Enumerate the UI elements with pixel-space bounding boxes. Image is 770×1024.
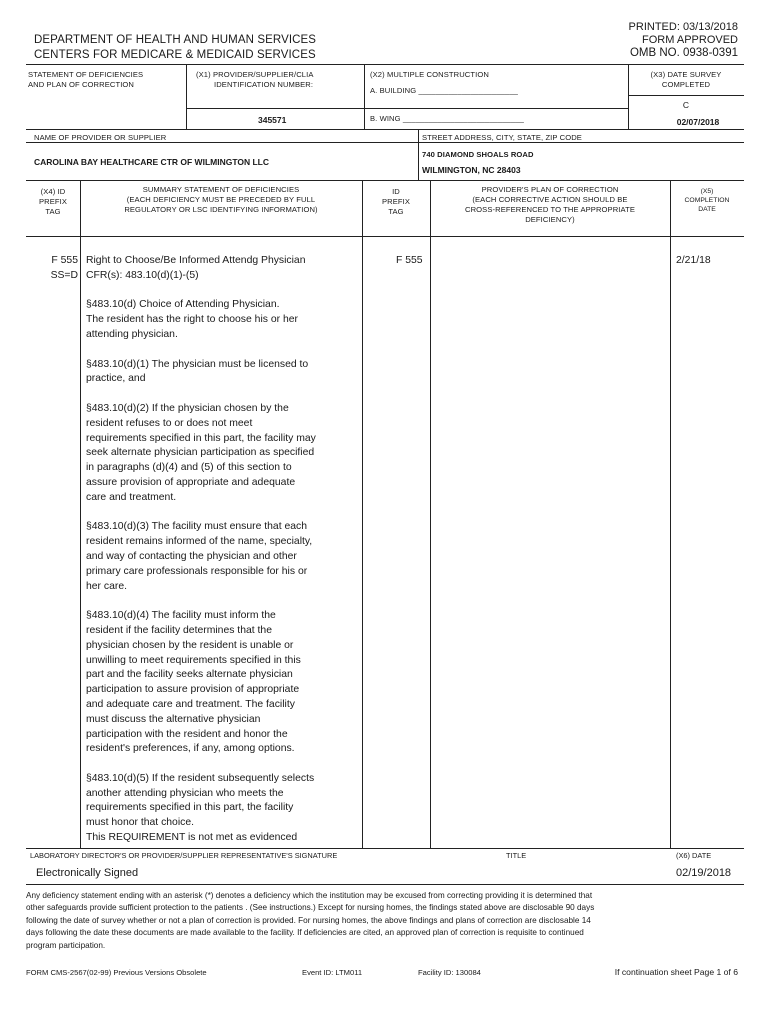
regulation-paragraphs [86,298,358,845]
provider-name: CAROLINA BAY HEALTHCARE CTR OF WILMINGTON LLC [34,157,269,167]
regulation-line: §483.10(d) Choice of Attending Physician. [86,299,280,311]
summary-header-line-2: (EACH DEFICIENCY MUST BE PRECEDED BY FULL [126,195,316,204]
box1-x2-separator [364,108,628,109]
form-number: FORM CMS-2567(02-99) Previous Versions Obsolete [26,968,207,977]
x4-header-line-3: TAG [45,207,61,216]
regulation-paragraph [86,298,358,342]
printed-date: PRINTED: 03/13/2018 [628,21,738,33]
statement-label-line-2: AND PLAN OF CORRECTION [28,80,134,89]
box1-x1-separator [186,108,364,109]
regulation-line: §483.10(d)(4) The facility must inform the [86,610,276,622]
plan-header-line-4: DEFICIENCY) [525,215,575,224]
regulation-line: her care. [86,580,128,592]
deficiency-tag-cell [30,254,78,284]
scope-severity: SS=D [50,269,78,281]
provider-id-number: 345571 [258,115,287,125]
col-line-3 [430,180,431,848]
regulation-line: part and the facility seeks alternate physician [86,669,293,681]
x4-column-header [26,187,80,217]
disclaimer-line: Any deficiency statement ending with an asterisk (*) denotes a deficiency which the institution may be excused from correcting providing it is determined that [26,891,593,900]
agency-header [34,33,316,63]
provider-bottom-border [26,180,744,181]
regulation-line: another attending physician who meets the [86,787,284,799]
regulation-paragraph [86,358,358,388]
regulation-line: resident remains informed of the name, specialty, [86,536,313,548]
regulation-line: primary care professionals responsible for his or [86,565,308,577]
regulation-line: resident refuses to or does not meet [86,417,253,429]
regulation-line: physician chosen by the resident is unable or [86,639,294,651]
agency-line-2: CENTERS FOR MEDICARE & MEDICAID SERVICES [34,49,316,61]
signature-value: Electronically Signed [36,867,139,879]
signature-date: 02/19/2018 [676,867,732,879]
statement-label [28,70,143,90]
id-header-line-2: PREFIX [381,197,411,206]
x5-header-line-1: (X5) [700,188,714,195]
x2-label: (X2) MULTIPLE CONSTRUCTION [370,70,489,79]
regulation-line: §483.10(d)(1) The physician must be licensed to [86,358,309,370]
plan-tag: F 555 [396,255,423,266]
id-header-line-1: ID [392,187,400,196]
col-line-1 [80,180,81,848]
regulation-line: must honor that choice. [86,817,195,829]
form-approved: FORM APPROVED [642,34,738,46]
regulation-line: and adequate care and treatment. The facility [86,698,295,710]
deficiency-title-line-2: CFR(s): 483.10(d)(1)-(5) [86,269,199,281]
col-line-2 [362,180,363,848]
x5-column-header [670,187,744,214]
plan-header-line-2: (EACH CORRECTIVE ACTION SHOULD BE [472,195,628,204]
omb-number: OMB NO. 0938-0391 [629,47,738,59]
summary-header-line-3: REGULATORY OR LSC IDENTIFYING INFORMATION) [124,205,318,214]
completion-date: 2/21/18 [676,255,711,266]
regulation-line: resident if the facility determines that the [86,624,272,636]
x1-label-line-1: (X1) PROVIDER/SUPPLIER/CLIA [196,70,314,79]
building-field: A. BUILDING _______________________ [370,86,518,95]
col-line-4 [670,180,671,848]
form-approval-header [629,21,738,60]
signature-date-label: (X6) DATE [676,851,712,860]
regulation-line: §483.10(d)(3) The facility must ensure that each [86,521,308,533]
disclaimer-line: following the date of survey whether or not a plan of correction is provided. For nursing homes, the above findings and plans of correction are disclosable 14 [26,915,591,925]
event-id: Event ID: LTM011 [302,968,363,977]
regulation-line: requirements specified in this part, the facility [86,802,294,814]
plan-column-header [430,185,670,225]
survey-completed-date: 02/07/2018 [676,117,720,127]
summary-statement [86,254,358,861]
column-header-bottom [26,236,744,237]
disclaimer-line: other safeguards provide sufficient protection to the patients . (See instructions.) Except for nursing homes, the findings stated above are disclosable 90 days [26,903,595,913]
signature-label: LABORATORY DIRECTOR'S OR PROVIDER/SUPPLIER REPRESENTATIVE'S SIGNATURE [30,851,338,860]
provider-divider [418,129,419,180]
regulation-line: practice, and [86,373,146,385]
box1-top-border [26,64,744,65]
box1-x3-separator [628,95,744,96]
x3-label [628,70,744,90]
deficiency-title-line-1: Right to Choose/Be Informed Attendg Physician [86,255,306,266]
plan-header-line-3: CROSS-REFERENCED TO THE APPROPRIATE [464,205,636,214]
regulation-paragraph [86,520,358,594]
signature-bottom-border [26,884,744,885]
statement-label-line-1: STATEMENT OF DEFICIENCIES [28,70,144,79]
regulation-line: seek alternate physician participation as specified [86,447,315,459]
city-state-zip: WILMINGTON, NC 28403 [422,165,521,175]
x3-label-line-2: COMPLETED [661,80,711,89]
regulation-line: must discuss the alternative physician [86,713,261,725]
summary-header-line-1: SUMMARY STATEMENT OF DEFICIENCIES [142,185,300,194]
x4-header-line-2: PREFIX [38,197,68,206]
regulation-line: requirements specified in this part, the facility may [86,432,316,444]
regulation-line: This REQUIREMENT is not met as evidenced [86,832,298,844]
signature-top-border [26,848,744,849]
regulation-paragraph [86,609,358,757]
agency-line-1: DEPARTMENT OF HEALTH AND HUMAN SERVICES [34,34,317,46]
regulation-line: attending physician. [86,328,178,340]
provider-name-label: NAME OF PROVIDER OR SUPPLIER [34,133,167,142]
survey-code: C [682,100,690,110]
regulation-line: care and treatment. [86,491,177,503]
wing-field: B. WING ____________________________ [370,114,524,123]
disclaimer-text [26,890,748,952]
regulation-line: §483.10(d)(2) If the physician chosen by the [86,402,289,414]
regulation-line: unwilling to meet requirements specified in this [86,654,301,666]
regulation-line: and way of contacting the physician and other [86,550,297,562]
regulation-line: The resident has the right to choose his or her [86,314,298,326]
x5-header-line-3: DATE [698,206,716,213]
id-header-line-3: TAG [388,207,404,216]
x4-header-line-1: (X4) ID [40,187,66,196]
plan-header-line-1: PROVIDER'S PLAN OF CORRECTION [481,185,619,194]
regulation-line: in paragraphs (d)(4) and (5) of this section to [86,462,292,474]
address-label: STREET ADDRESS, CITY, STATE, ZIP CODE [422,133,582,142]
disclaimer-line: program participation. [26,940,106,950]
box1-divider-1 [186,64,187,129]
box1-bottom-border [26,129,744,130]
street-address: 740 DIAMOND SHOALS ROAD [422,150,534,159]
regulation-paragraph [86,402,358,506]
x5-header-line-2: COMPLETION [684,197,730,204]
box1-divider-2 [364,64,365,129]
regulation-line: §483.10(d)(5) If the resident subsequently selects [86,772,315,784]
regulation-line: participation to assure provision of appropriate [86,684,300,696]
deficiency-tag: F 555 [51,255,78,266]
summary-column-header [80,185,362,215]
regulation-line: participation with the resident and honor the [86,728,288,740]
x1-label [196,70,313,90]
disclaimer-line: days following the date these documents are made available to the facility. If deficiencies are cited, an approved plan of correction is requisite to continued [26,928,584,938]
regulation-line: assure provision of appropriate and adequate [86,476,296,488]
regulation-paragraph [86,772,358,846]
page-indicator: If continuation sheet Page 1 of 6 [614,967,738,977]
facility-id: Facility ID: 130084 [418,968,481,977]
x3-label-line-1: (X3) DATE SURVEY [650,70,722,79]
regulation-line: resident's preferences, if any, among options. [86,743,295,755]
id-column-header [362,187,430,217]
x1-label-line-2: IDENTIFICATION NUMBER: [214,80,314,89]
title-label: TITLE [506,851,527,860]
